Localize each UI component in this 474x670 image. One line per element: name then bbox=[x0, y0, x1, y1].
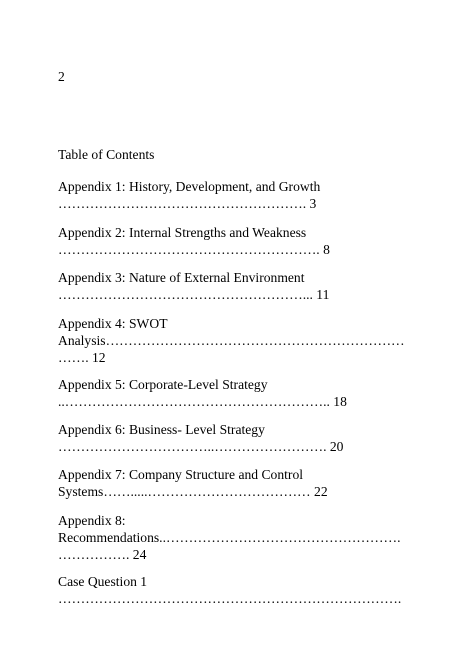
toc-entry-appendix-2 bbox=[58, 224, 418, 258]
toc-entry-appendix-8 bbox=[58, 512, 418, 563]
page-number: 2 bbox=[58, 69, 65, 84]
toc-entry-title-continued: Analysis………………………………………………………… bbox=[58, 333, 405, 348]
toc-entry-title: Case Question 1 bbox=[58, 574, 148, 589]
toc-entry-title: Appendix 5: Corporate-Level Strategy bbox=[58, 377, 268, 392]
toc-entry-appendix-1 bbox=[58, 178, 418, 212]
toc-entry-case-question-1 bbox=[58, 573, 418, 607]
toc-entry-leader-page: ………………………………………………... 11 bbox=[58, 287, 330, 302]
toc-entry-appendix-3 bbox=[58, 269, 418, 303]
toc-entry-leader-page: …………………………………………………………………. bbox=[58, 591, 402, 606]
toc-entry-title: Appendix 1: History, Development, and Growth bbox=[58, 179, 321, 194]
toc-entry-appendix-5 bbox=[58, 376, 418, 410]
toc-entry-leader-page: ………………………………………………. 3 bbox=[58, 196, 317, 211]
toc-entry-leader-page: ……………. 24 bbox=[58, 547, 147, 562]
toc-entry-appendix-6 bbox=[58, 421, 418, 455]
toc-entry-title: Appendix 3: Nature of External Environment bbox=[58, 270, 305, 285]
toc-entry-appendix-7 bbox=[58, 466, 418, 500]
toc-entry-leader-page: Systems…….....……………………………… 22 bbox=[58, 484, 328, 499]
toc-title: Table of Contents bbox=[58, 147, 155, 162]
toc-entry-leader-page: ……………………………..……………………. 20 bbox=[58, 439, 344, 454]
toc-entry-leader-page: …………………………………………………. 8 bbox=[58, 242, 330, 257]
toc-entry-title: Appendix 2: Internal Strengths and Weakness bbox=[58, 225, 307, 240]
toc-entry-title: Appendix 7: Company Structure and Control bbox=[58, 467, 304, 482]
toc-entry-title: Appendix 8: bbox=[58, 513, 126, 528]
toc-entry-leader-page: ..………………………………………………….. 18 bbox=[58, 394, 347, 409]
toc-entry-appendix-4 bbox=[58, 315, 418, 366]
toc-entry-title-continued: Recommendations..……………………………………………. bbox=[58, 530, 401, 545]
toc-entry-title: Appendix 4: SWOT bbox=[58, 316, 168, 331]
toc-entry-title: Appendix 6: Business- Level Strategy bbox=[58, 422, 265, 437]
toc-entry-leader-page: ……. 12 bbox=[58, 350, 106, 365]
